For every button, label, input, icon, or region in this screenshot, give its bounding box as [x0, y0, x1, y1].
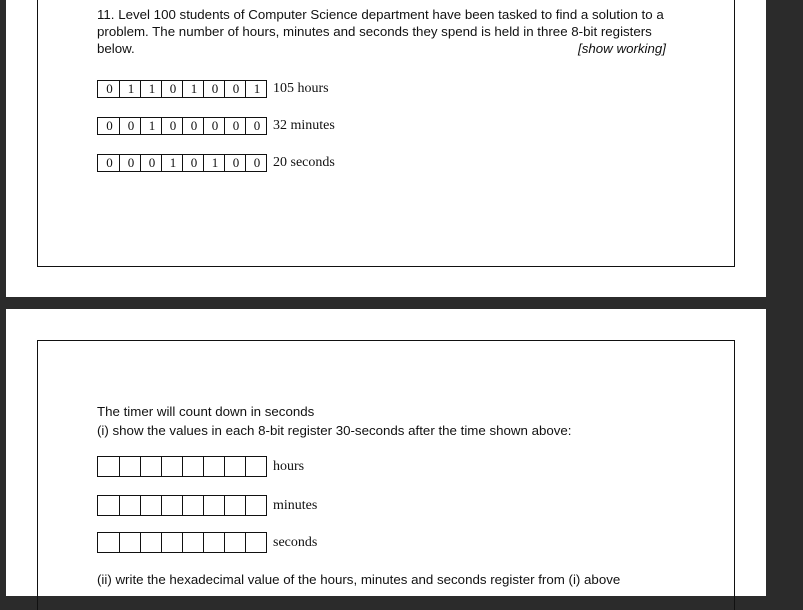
bit-cell: 0 — [203, 118, 224, 134]
bit-cell: 1 — [182, 81, 203, 97]
bit-cell: 0 — [224, 155, 245, 171]
bit-cell: 1 — [140, 118, 161, 134]
answer-cell[interactable] — [224, 457, 245, 476]
bit-cell: 1 — [245, 81, 266, 97]
bit-cell: 0 — [119, 155, 140, 171]
answer-cell[interactable] — [224, 533, 245, 552]
part-i-instructions — [97, 402, 717, 440]
empty-register-cells — [97, 532, 267, 553]
bit-cell: 1 — [161, 155, 182, 171]
answer-cell[interactable] — [119, 457, 140, 476]
answer-cell[interactable] — [161, 457, 182, 476]
answer-cell[interactable] — [140, 533, 161, 552]
bit-cell: 0 — [224, 118, 245, 134]
part-i-question: (i) show the values in each 8-bit register 30-seconds after the time shown above: — [97, 423, 572, 438]
answer-cell[interactable] — [161, 496, 182, 515]
register-label: 32 minutes — [273, 118, 335, 133]
bit-cell: 0 — [161, 81, 182, 97]
bit-cell: 1 — [140, 81, 161, 97]
empty-register-cells — [97, 495, 267, 516]
answer-cell[interactable] — [119, 496, 140, 515]
bit-cell: 0 — [182, 155, 203, 171]
question-text: 11. Level 100 students of Computer Science department have been tasked to find a solution to a problem. The number of hours, minutes and seconds they spend is held in three 8-bit registers below. — [97, 7, 664, 56]
answer-cell[interactable] — [203, 457, 224, 476]
show-working-note: [show working] — [578, 41, 666, 56]
register-label: 105 hours — [273, 81, 329, 96]
answer-cell[interactable] — [182, 533, 203, 552]
empty-register-minutes — [97, 495, 317, 516]
register-seconds — [97, 154, 335, 172]
answer-cell[interactable] — [140, 496, 161, 515]
register-cells — [97, 117, 267, 135]
bit-cell: 0 — [106, 155, 113, 170]
answer-cell[interactable] — [245, 457, 266, 476]
page-bottom — [6, 309, 766, 596]
answer-cell[interactable] — [182, 496, 203, 515]
bit-cell: 0 — [245, 155, 266, 171]
answer-cell[interactable] — [203, 533, 224, 552]
bit-cell: 0 — [140, 155, 161, 171]
answer-cell[interactable] — [182, 457, 203, 476]
register-label: 20 seconds — [273, 155, 335, 170]
answer-cell[interactable] — [245, 533, 266, 552]
bit-cell: 0 — [161, 118, 182, 134]
empty-register-cells — [97, 456, 267, 477]
answer-cell[interactable] — [224, 496, 245, 515]
answer-cell[interactable] — [98, 457, 119, 476]
register-cells — [97, 154, 267, 172]
register-label: seconds — [273, 534, 318, 550]
answer-cell[interactable] — [98, 496, 119, 515]
answer-cell[interactable] — [203, 496, 224, 515]
answer-cell[interactable] — [98, 533, 119, 552]
bit-cell: 0 — [119, 118, 140, 134]
answer-cell[interactable] — [140, 457, 161, 476]
part-ii-question: (ii) write the hexadecimal value of the hours, minutes and seconds register from (i) above — [97, 572, 621, 587]
answer-cell[interactable] — [119, 533, 140, 552]
bit-cell: 0 — [182, 118, 203, 134]
register-minutes — [97, 117, 335, 135]
register-hours — [97, 80, 329, 98]
bit-cell: 0 — [245, 118, 266, 134]
register-label: hours — [273, 458, 305, 474]
empty-register-hours — [97, 456, 304, 477]
bit-cell: 1 — [203, 155, 224, 171]
answer-cell[interactable] — [161, 533, 182, 552]
page-top — [6, 0, 766, 297]
question-11 — [97, 6, 677, 57]
register-cells — [97, 80, 267, 98]
answer-cell[interactable] — [245, 496, 266, 515]
bit-cell: 0 — [203, 81, 224, 97]
bit-cell: 0 — [224, 81, 245, 97]
bit-cell: 0 — [106, 118, 113, 133]
bit-cell: 0 — [106, 81, 113, 96]
empty-register-seconds — [97, 532, 317, 553]
bit-cell: 1 — [119, 81, 140, 97]
countdown-note: The timer will count down in seconds — [97, 404, 315, 419]
register-label: minutes — [273, 497, 318, 513]
